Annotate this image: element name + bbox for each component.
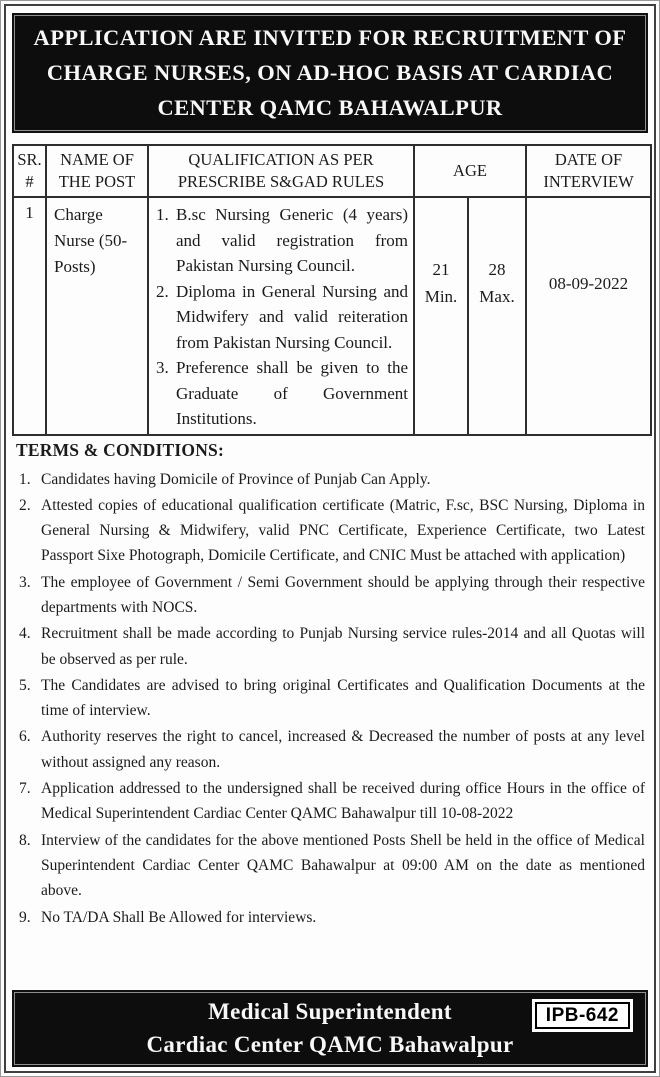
cell-sr-number: 1: [13, 197, 46, 435]
cell-age-max: [468, 197, 526, 435]
cell-qualification: [148, 197, 414, 435]
ipb-code-text: IPB-642: [535, 1002, 630, 1029]
terms-list: [16, 467, 645, 930]
term-item-9: No TA/DA Shall Be Allowed for interviews.: [41, 908, 317, 926]
recruitment-table: [12, 144, 652, 436]
term-item-1: Candidates having Domicile of Province of Punjab Can Apply.: [41, 470, 431, 488]
footer-organization: Cardiac Center QAMC Bahawalpur: [146, 1032, 514, 1057]
title-line-2: CHARGE NURSES, ON AD-HOC BASIS AT CARDIAC: [46, 60, 614, 85]
title-line-1: APPLICATION ARE INVITED FOR RECRUITMENT OF: [33, 25, 627, 50]
header-post-name: NAME OF THE POST: [46, 145, 148, 197]
term-item-5: The Candidates are advised to bring original Certificates and Qualification Documents at the time of interview.: [41, 676, 645, 720]
header-sr: SR. #: [13, 145, 46, 197]
age-max-label: Max.: [479, 287, 515, 307]
age-min-value: 21: [432, 260, 450, 280]
qualification-list: [153, 202, 408, 432]
term-item-6: Authority reserves the right to cancel, increased & Decreased the number of posts at any level without assigned any reason.: [41, 728, 645, 771]
age-min-label: Min.: [424, 287, 458, 307]
cell-post-name: Charge Nurse (50-Posts): [46, 197, 148, 435]
ipb-code-badge: [532, 999, 633, 1032]
qualification-item: Diploma in General Nursing and Midwifery and valid reiteration from Pakistan Nursing Council.: [176, 281, 408, 352]
header-age: AGE: [414, 145, 526, 197]
qualification-item: Preference shall be given to the Graduate of Government Institutions.: [176, 358, 408, 428]
header-interview-date: DATE OF INTERVIEW: [526, 145, 651, 197]
table-row: [13, 197, 651, 435]
title-line-3: CENTER QAMC BAHAWALPUR: [157, 95, 503, 120]
term-item-2: Attested copies of educational qualification certificate (Matric, F.sc, BSC Nursing, Diploma in General Nursing & Midwifery, valid PNC Certificate, Experience Certificate, two Latest Passport Sixe Photograph, Domicile Certificate, and CNIC Must be attached with application): [41, 496, 645, 565]
table-header-row: [13, 145, 651, 197]
footer-signatory: Medical Superintendent: [208, 999, 452, 1024]
qualification-item: B.sc Nursing Generic (4 years) and valid registration from Pakistan Nursing Council.: [176, 205, 408, 275]
header-banner: [12, 13, 648, 133]
term-item-8: Interview of the candidates for the above mentioned Posts Shell be held in the office of Medical Superintendent Cardiac Center QAMC Bahawalpur at 09:00 AM on the date as mentioned above.: [41, 831, 645, 900]
term-item-7: Application addressed to the undersigned shall be received during office Hours in the office of Medical Superintendent Cardiac Center QAMC Bahawalpur till 10-08-2022: [41, 780, 645, 823]
page-frame: [4, 4, 656, 1073]
terms-section: [12, 436, 648, 985]
header-qualification: QUALIFICATION AS PER PRESCRIBE S&GAD RULES: [148, 145, 414, 197]
cell-interview-date: 08-09-2022: [526, 197, 651, 435]
term-item-3: The employee of Government / Semi Government should be applying through their respective departments with NOCS.: [41, 573, 645, 616]
term-item-4: Recruitment shall be made according to Punjab Nursing service rules-2014 and all Quotas will be observed as per rule.: [41, 625, 645, 668]
footer-banner: [12, 990, 648, 1067]
cell-age-min: [414, 197, 468, 435]
age-max-value: 28: [488, 260, 506, 280]
terms-heading: TERMS & CONDITIONS:: [16, 439, 224, 460]
